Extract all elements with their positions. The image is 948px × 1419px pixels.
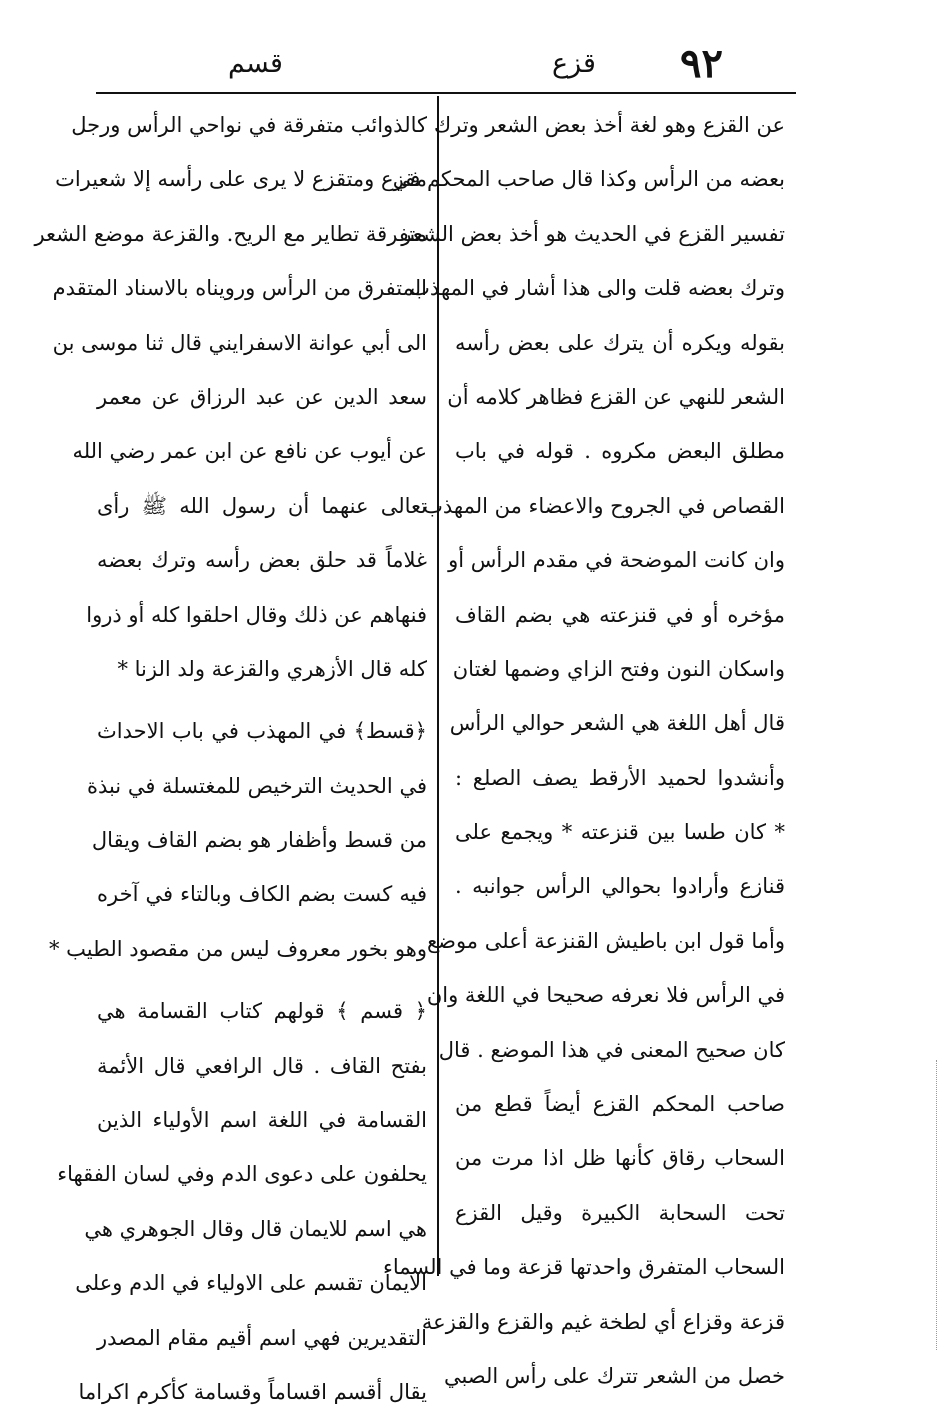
header-rule — [96, 92, 796, 94]
text-line: في الرأس فلا نعرفه صحيحا في اللغة وان — [426, 983, 785, 1008]
right-column — [383, 98, 785, 1388]
text-line: كان صحيح المعنى في هذا الموضع . قال — [438, 1037, 785, 1062]
entry-heading-line: ﴿ قسم ﴾ قولهم كتاب القسامة هي — [97, 999, 427, 1024]
text-line: مؤخره أو في قنزعته هي بضم القاف — [455, 602, 785, 627]
text-line: فيه كست بضم الكاف وبالتاء في آخره — [97, 882, 427, 907]
text-line: السحاب رقاق كأنها ظل اذا مرت من — [455, 1146, 785, 1171]
text-line: في الحديث الترخيص للمغتسلة في نبذة — [86, 773, 427, 798]
text-line: عن القزع وهو لغة أخذ بعض الشعر وترك — [433, 113, 785, 137]
text-line: وهو بخور معروف ليس من مقصود الطيب * — [49, 936, 427, 961]
text-line: مطلق البعض مكروه . قوله في باب — [455, 439, 785, 464]
text-line: خصل من الشعر تترك على رأس الصبي — [443, 1363, 785, 1388]
header-keyword-middle: قزع — [552, 48, 596, 79]
text-line: قال أهل اللغة هي الشعر حوالي الرأس — [449, 711, 785, 736]
text-line: سعد الدين عن عبد الرزاق عن معمر — [97, 384, 427, 409]
text-line: بقوله ويكره أن يترك على بعض رأسه — [455, 330, 785, 355]
entry-gap — [97, 696, 427, 704]
text-line: وأما قول ابن باطيش القنزعة أعلى موضع — [426, 928, 785, 953]
text-line: فنهاهم عن ذلك وقال احلقوا كله أو ذروا — [86, 602, 427, 627]
text-line: واسكان النون وفتح الزاي وضمها لغتان — [452, 656, 785, 681]
text-line: القسامة في اللغة اسم الأولياء الذين — [97, 1108, 427, 1133]
entry-gap — [97, 976, 427, 984]
text-line: تفسير القزع في الحديث هو أخذ بعض الشعر — [401, 221, 785, 246]
text-line: القصاص في الجروح والاعضاء من المهذب — [423, 493, 785, 518]
text-line: تحت السحابة الكبيرة وقيل القزع — [455, 1200, 785, 1225]
text-line: من قسط وأظفار هو بضم القاف ويقال — [91, 828, 427, 853]
text-line: التقديرين فهي اسم أقيم مقام المصدر — [97, 1325, 427, 1350]
text-line: السحاب المتفرق واحدتها قزعة وما في السماء — [383, 1255, 785, 1280]
scan-edge-mark — [936, 1060, 937, 1350]
text-line: متفرقة تطاير مع الريح. والقزعة موضع الشعر — [34, 221, 427, 246]
text-line: تعالى عنهما أن رسول الله ﷺ رأى — [97, 493, 427, 518]
text-line: بعضه من الرأس وكذا قال صاحب المحكم في — [392, 167, 785, 192]
text-line: قنازع وأرادوا بحوالي الرأس جوانبه . — [455, 874, 785, 899]
text-line: * كان طسا بين قنزعته * ويجمع على — [455, 820, 785, 845]
text-line: المتفرق من الرأس ورويناه بالاسناد المتقدم — [52, 276, 427, 301]
text-line: يقال أقسم اقساماً وقسامة كأكرم اكراما — [78, 1379, 427, 1404]
text-line: كالذوائب متفرقة في نواحي الرأس ورجل — [71, 113, 427, 137]
page-number: ٩٢ — [680, 40, 723, 87]
text-line: كله قال الأزهري والقزعة ولد الزنا * — [117, 656, 427, 681]
text-line: يحلفون على دعوى الدم وفي لسان الفقهاء — [57, 1162, 427, 1187]
header-keyword-left: قسم — [228, 48, 283, 79]
text-line: الشعر للنهي عن القزع فظاهر كلامه أن — [447, 384, 785, 409]
text-line: هي اسم للايمان قال وقال الجوهري هي — [84, 1216, 427, 1241]
text-line: غلاماً قد حلق بعض رأسه وترك بعضه — [97, 548, 427, 573]
text-line: الى أبي عوانة الاسفرايني قال ثنا موسى بن — [52, 330, 427, 355]
text-line: قزعة وقزاع أي لطخة غيم والقزع والقزعة — [421, 1309, 785, 1334]
text-line: مقزع ومتقزع لا يرى على رأسه إلا شعيرات — [55, 167, 427, 192]
left-column — [34, 98, 427, 1404]
text-line: عن أيوب عن نافع عن ابن عمر رضي الله — [72, 439, 427, 464]
text-line: وترك بعضه قلت والى هذا أشار في المهذب — [410, 276, 785, 301]
text-line: وأنشدوا لحميد الأرقط يصف الصلع : — [455, 765, 785, 790]
text-line: وان كانت الموضحة في مقدم الرأس أو — [448, 548, 785, 573]
text-line: الايمان تقسم على الاولياء في الدم وعلى — [75, 1271, 427, 1296]
text-line: صاحب المحكم القزع أيضاً قطع من — [455, 1092, 785, 1117]
entry-heading-line: ﴿قسط﴾ في المهذب في باب الاحداث — [97, 719, 427, 744]
text-line: بفتح القاف . قال الرافعي قال الأئمة — [97, 1053, 427, 1078]
